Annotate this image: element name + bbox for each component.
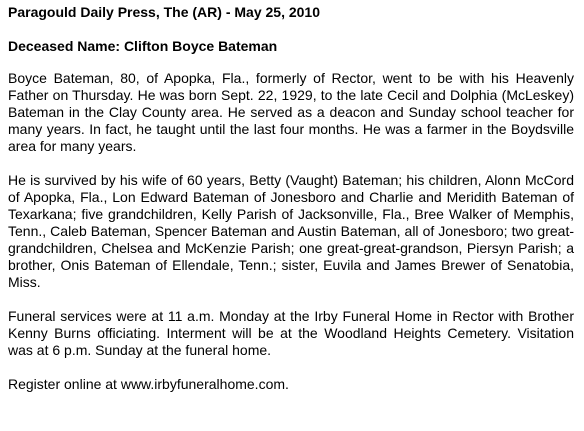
newspaper-source-heading: Paragould Daily Press, The (AR) - May 25, 2010 (8, 4, 321, 20)
obituary-paragraph-biography: Boyce Bateman, 80, of Apopka, Fla., formerly of Rector, went to be with his Heavenly Father on Thursday. He was born Sept. 22, 1929, to the late Cecil and Dolphia (McLeskey) Bateman in the Clay County area. He served as a deacon and Sunday school teacher for many years. In fact, he taught until the last four months. He was a farmer in the Boydsville area for many years. (8, 70, 574, 154)
obituary-paragraph-services: Funeral services were at 11 a.m. Monday at the Irby Funeral Home in Rector with Brother Kenny Burns officiating. Interment will be at the Woodland Heights Cemetery. Visitation was at 6 p.m. Sunday at the funeral home. (8, 308, 574, 358)
obituary-paragraph-register: Register online at www.irbyfuneralhome.com. (8, 376, 289, 392)
deceased-name-heading: Deceased Name: Clifton Boyce Bateman (8, 38, 278, 54)
obituary-paragraph-survivors: He is survived by his wife of 60 years, Betty (Vaught) Bateman; his children, Alonn McCord of Apopka, Fla., Lon Edward Bateman of Jonesboro and Charlie and Meridith Bateman of Texarkana; five grandchildren, Kelly Parish of Jacksonville, Fla., Bree Walker of Memphis, Tenn., Caleb Bateman, Spencer Bateman and Austin Bateman, all of Jonesboro; two great-grandchildren, Chelsea and McKenzie Parish; one great-great-grandson, Piersyn Parish; a brother, Onis Bateman of Ellendale, Tenn.; sister, Euvila and James Brewer of Senatobia, Miss. (8, 172, 574, 290)
